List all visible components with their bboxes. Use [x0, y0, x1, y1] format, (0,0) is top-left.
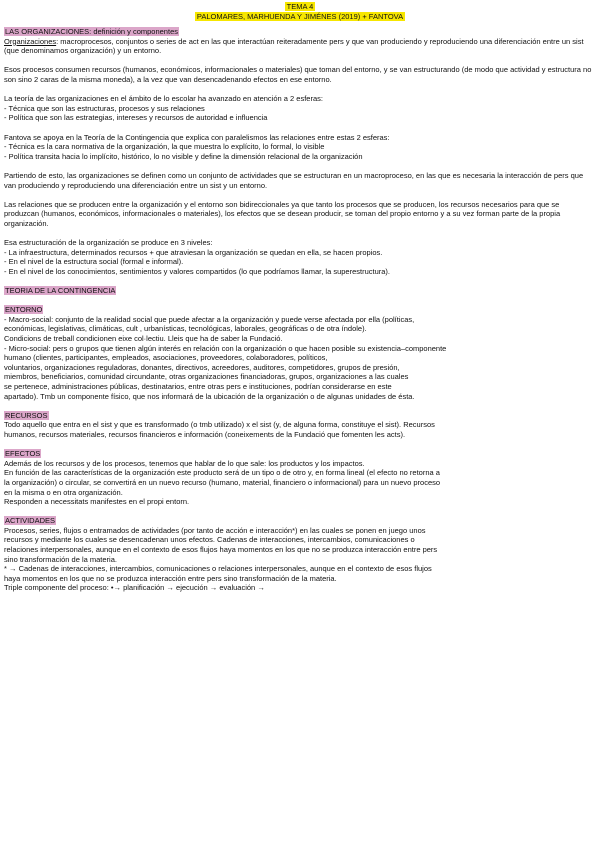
list-item: - Técnica que son las estructuras, procesos y sus relaciones	[4, 103, 205, 113]
text-line: Triple componente del proceso: •→ planificación → ejecución → evaluación →	[4, 583, 265, 593]
text-line: Procesos, series, flujos o entramados de actividades (por tanto de acción e interacción*) en las cuales se ponen en juego unos	[4, 525, 426, 535]
text-line: voluntarios, organizaciones reguladoras, donantes, directivos, acreedores, auditores, competidores, grupos de presión,	[4, 362, 400, 372]
list-item: - Política transita hacia lo implícito, histórico, lo no visible y define la dimensión relacional de la organización	[4, 151, 363, 161]
paragraph-definicion: Organizaciones: macroprocesos, conjuntos o series de act en las que interactúan reiteradamente pers y que van produciendo y reproduciendo una diferenciación entre un sist (que denominamos organización) y un entorno.	[4, 36, 584, 56]
text-line: Responden a necessitats manifestes en el propi entorn.	[4, 497, 190, 507]
subheading-actividades: ACTIVIDADES	[5, 516, 56, 526]
term-organizaciones: Organizaciones	[4, 36, 57, 46]
paragraph-recursos-entorno: Esos procesos consumen recursos (humanos, económicos, informacionales o materiales) que toman del entorno, y se van estructurando (de modo que actividad y estructura no son sino 2 caras de la misma moneda), a la vez que van desencadenando efectos en ese entorno.	[4, 65, 592, 84]
text-line: económicas, legislativas, climáticas, cult , urbanísticas, tecnológicas, laborales, geográficas o de otra índole).	[4, 324, 367, 334]
paragraph-relaciones: Las relaciones que se producen entre la organización y el entorno son bidireccionales ya que tanto los procesos que se producen, los recursos necesarios para que se produzcan (humanos, económicos, informacionales o materiales), los efectos que se desean producir, se toman del propio entorno y a su vez forman parte de la propia organización.	[4, 199, 561, 228]
text-line: En función de las características de la organización este producto será de un tipo o de otro y, en forma lineal (el efecto no retorna a	[4, 468, 440, 478]
text-line: Condicions de treball condicionen eixe col·lectiu. Lleis que ha de saber la Fundació.	[4, 334, 283, 343]
section-heading-organizaciones: LAS ORGANIZACIONES: definición y componentes	[5, 27, 178, 36]
paragraph-fantova: Fantova se apoya en la Teoría de la Contingencia que explica con paralelismos las relaciones entre estas 2 esferas:	[4, 132, 390, 142]
tema-label: TEMA 4	[286, 2, 314, 11]
subheading-recursos: RECURSOS	[5, 410, 48, 420]
text-line: * → Cadenas de interacciones, intercambios, comunicaciones o relaciones interpersonales, aunque en el contexto de esos flujos	[4, 564, 432, 574]
subheading-efectos: EFECTOS	[5, 449, 41, 459]
text-line: miembros, beneficiarios, comunidad circundante, otras organizaciones financiadoras, grupos, organizaciones a las cuales	[4, 372, 409, 382]
list-item: - Política que son las estrategias, intereses y recursos de autoridad e influencia	[4, 113, 268, 123]
paragraph-niveles: Esa estructuración de la organización se produce en 3 niveles:	[4, 238, 213, 248]
text-line: en la misma o en otra organización.	[4, 487, 123, 497]
subheading-entorno: ENTORNO	[5, 305, 43, 315]
text-line: Todo aquello que entra en el sist y que es transformado (o tmb utilizado) x el sist (y, de alguna forma, constituye el sist). Recursos	[4, 420, 435, 430]
text-line: haya momentos en los que no se produzca interacción entre pers sino transformación de la materia.	[4, 573, 337, 583]
paragraph-teoria-esferas: La teoría de las organizaciones en el ámbito de lo escolar ha avanzado en atención a 2 esferas:	[4, 94, 323, 104]
text-line: relaciones interpersonales, aunque en el contexto de esos flujos haya momentos en los que no se produzca interacción entre pers	[4, 545, 438, 555]
text-line: humano (clientes, participantes, empleados, asociaciones, proveedores, colaboradores, políticos,	[4, 353, 328, 363]
text-line: sino transformación de la materia.	[4, 554, 117, 564]
text-line: Además de los recursos y de los procesos, tenemos que hablar de lo que sale: los productos y los impactos.	[4, 458, 365, 468]
text-line: la organización) o circular, se convertirá en un nuevo recurso (humano, material, financiero o informacional) para un nuevo proceso	[4, 477, 441, 487]
text-line: se pertenece, administraciones públicas, destinatarios, entre otras pers e instituciones, podrían considerarse en este	[4, 381, 392, 391]
list-item: - Técnica es la cara normativa de la organización, la que muestra lo explícito, lo formal, lo visible	[4, 142, 325, 152]
document-header	[4, 2, 596, 22]
list-item: - En el nivel de los conocimientos, sentimientos y valores compartidos (lo que podríamos llamar, la superestructura).	[4, 266, 391, 276]
section-heading-contingencia: TEORIA DE LA CONTINGENCIA	[5, 286, 116, 296]
section-organizaciones	[4, 27, 596, 276]
text-line: - Micro-social: pers o grupos que tienen algún interés en relación con la organización o que hacen posible su existencia–componente	[4, 343, 447, 353]
text-line: humanos, recursos materiales, recursos financieros e información (coneixements de la Fundació que fomenten les acts).	[4, 429, 406, 439]
paragraph-macroproceso: Partiendo de esto, las organizaciones se definen como un conjunto de actividades que se estructuran en un macroproceso, en las que es necesaria la interacción de pers que van produciendo y reproduciendo una diferenciación entre un sist y un entorno.	[4, 170, 584, 190]
authors-title: PALOMARES, MARHUENDA Y JIMÉNES (2019) + FANTOVA	[196, 12, 404, 21]
list-item: - En el nivel de la estructura social (formal e informal).	[4, 257, 184, 267]
text-line: recursos y mediante los cuales se desencadenan unos efectos. Cadenas de interacciones, intercambios, comunicaciones o	[4, 535, 415, 545]
text-line: - Macro-social: conjunto de la realidad social que puede afectar a la organización y puede verse afectada por ella (políticas,	[4, 314, 415, 324]
section-teoria-contingencia	[4, 286, 596, 593]
text-line: apartado). Tmb un componente físico, que nos informará de la ubicación de la organización o de algunas unidades de ésta.	[4, 391, 415, 401]
list-item: - La infraestructura, determinados recursos + que atraviesan la organización se quedan en ella, se hacen propios.	[4, 247, 383, 257]
